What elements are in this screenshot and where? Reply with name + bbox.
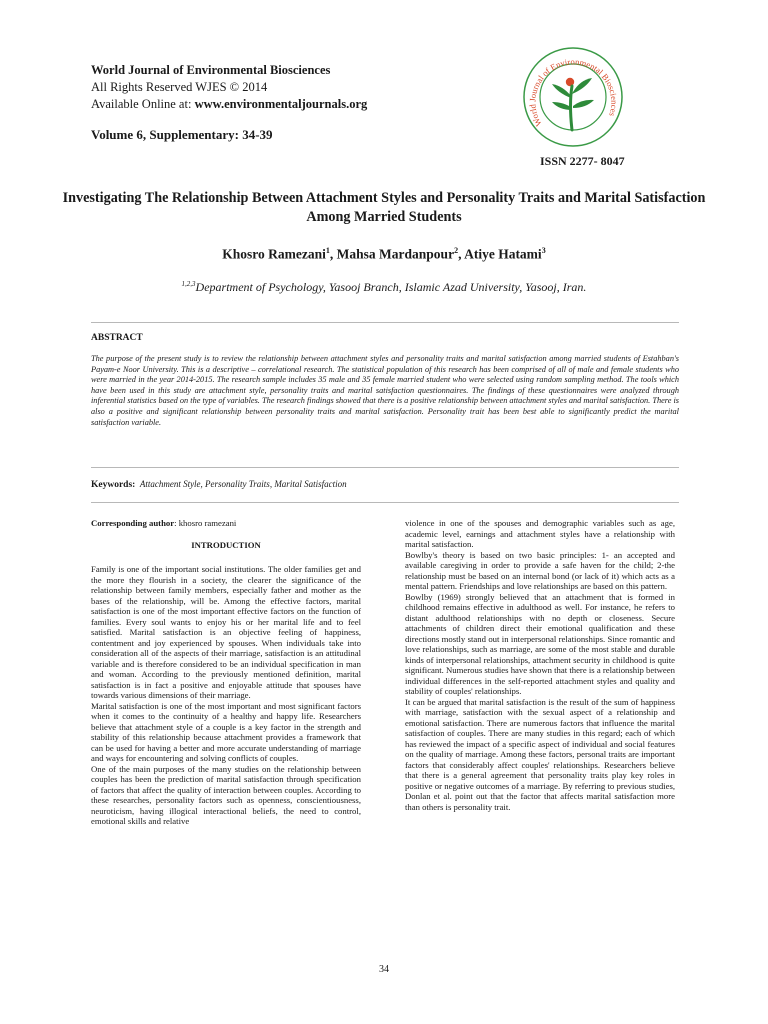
corresponding-author (91, 518, 361, 529)
journal-url-link[interactable]: www.environmentaljournals.org (194, 97, 368, 111)
body-paragraph: It can be argued that marital satisfaction is the result of the sum of happiness with marriage, satisfaction with the sexual aspect of a relationship and emotional satisfaction. There are numerous factors that influence the marital satisfaction of couples. There are many studies in this regard; each of which has reviewed the impact of a specific aspect of individual and social features on the quality of marriage. Among these factors, personal traits are important factors that considerably affect couples' relationships. Researchers believe that there is a general agreement that personality traits play key roles in positive or negative outcomes of a marriage. By referring to previous studies, Donlan et al. point out that the factor that affects marital satisfaction more than others is personality trait. (405, 696, 675, 812)
keywords (91, 479, 347, 490)
body-paragraph: violence in one of the spouses and demographic variables such as age, academic level, earnings and attachment styles have a relationship with marital satisfaction. (405, 518, 675, 549)
section-heading-introduction: INTRODUCTION (191, 539, 261, 550)
left-column (91, 518, 361, 827)
author-affiliation-mark: 3 (541, 246, 546, 255)
author-name: Atiye Hatami (464, 246, 542, 262)
journal-name: World Journal of Environmental Biosciences (91, 63, 331, 77)
body-paragraph: Marital satisfaction is one of the most important and most significant factors when it comes to the continuity of a healthy and happy life. Researchers believe that attachment style of a couple is a key factor in the strength and stability of this relationship because attachment provides a framework that can be used for having a better and more accurate understanding of marriage and ways for encountering and solving conflicts of couples. (91, 700, 361, 763)
right-column (405, 518, 675, 812)
affiliation-text: Department of Psychology, Yasooj Branch, Islamic Azad University, Yasooj, Iran. (195, 280, 587, 294)
author-affiliation-mark: 2 (454, 246, 459, 255)
author-separator: , (329, 246, 337, 262)
affiliation-mark: 1,2,3 (181, 280, 196, 288)
affiliation (60, 280, 708, 295)
divider (91, 322, 679, 323)
abstract-heading: ABSTRACT (91, 333, 143, 343)
journal-logo (522, 46, 624, 148)
availability-prefix: Available Online at: (91, 97, 195, 111)
divider (91, 502, 679, 503)
author-affiliation-mark: 1 (325, 246, 330, 255)
volume-info: Volume 6, Supplementary: 34-39 (91, 127, 273, 142)
body-paragraph: Bowlby's theory is based on two basic principles: 1- an accepted and available caregiving in order to provide a safe haven for the child; 2-the relationship must be based on an internal bond (or lack of it) which acts as a mental pattern. Friendships and love relationships are based on this pattern. (405, 549, 675, 591)
keywords-values: Attachment Style, Personality Traits, Marital Satisfaction (139, 479, 347, 489)
body-paragraph: One of the main purposes of the many studies on the relationship between couples has been the prediction of marital satisfaction through specification of factors that affect the quality of interaction between couples. According to these researches, personality factors such as openness, conscientiousness, neuroticism, having illogical interactional beliefs, the need to control, emotional skills and relative (91, 763, 361, 826)
author-name: Mahsa Mardanpour (336, 246, 455, 262)
author-separator: , (458, 246, 465, 262)
journal-availability (91, 96, 491, 113)
journal-header (91, 62, 491, 113)
body-paragraph: Family is one of the important social institutions. The older families get and the more they flourish in a society, the clearer the significance of the relationship between family members, especially father and mother as the bases of the relationship, will be. Among the effective factors, marital satisfaction is one of the most important effective factors on the function of families. Every soul wants to enjoy his or her marital life and to feel satisfied. Marital satisfaction is an objective feeling of happiness, contentment and joy experienced by spouses. When individuals take into consideration all of the aspects of their marriage, satisfaction is an attitudinal variable and is therefore considered to be an individual specification in man and woman. According to the previously mentioned definition, marital satisfaction is in fact a positive and enjoyable attitude that spouses have towards various dimensions of their marriage. (91, 564, 361, 700)
issn: ISSN 2277- 8047 (540, 154, 625, 168)
divider (91, 467, 679, 468)
author-name: Khosro Ramezani (222, 246, 326, 262)
abstract-text: The purpose of the present study is to review the relationship between attachment styles and personality traits and marital satisfaction among married students of Estahban's Payam-e Noor University. This is a descriptive – correlational research. The statistical population of this research has been comprised of all of male and female students who were married in the year 2014-2015. The research sample includes 35 male and 35 female married student who were selected using random sampling method. The tools which have been used in this study are attachment style, personality traits and marital satisfaction questionnaires. The findings of these questionnaires were analyzed through inferential statistics based on the type of variables. The research findings showed that there is a positive relationship between attachment styles and marital satisfaction. There is also a positive and significant relationship between personality traits and marital satisfaction. Personality trait has been best able to significantly predict the marital satisfaction variable. (91, 354, 679, 427)
corresponding-label: Corresponding author (91, 518, 175, 528)
figure-leaf-icon (552, 78, 594, 130)
body-paragraph: Bowlby (1969) strongly believed that an attachment that is formed in childhood remains effective in adulthood as well. For instance, he refers to distant adulthood relationships with no depth or closeness. Secure attachments of children direct their emotional qualification and these directions mostly stand out in interpersonal relationships. Since romantic and love relationships, such as marriage, are some of the most stable and durable kinds of interpersonal relationships, attachment security in childhood is quite significant. Numerous studies have shown that there is a relationship between individual differences in the self-reported attachment styles and quality and stability of couples' relationships. (405, 591, 675, 696)
logo-ring-text: World Journal of Environmental Biosciences (527, 56, 620, 129)
author-list (60, 246, 708, 263)
journal-rights: All Rights Reserved WJES © 2014 (91, 80, 268, 94)
paper-title: Investigating The Relationship Between Attachment Styles and Personality Traits and Marital Satisfaction Among Married Students (62, 190, 706, 225)
keywords-label: Keywords: (91, 480, 136, 490)
corresponding-value: : khosro ramezani (174, 518, 237, 528)
page-number: 34 (379, 964, 389, 975)
